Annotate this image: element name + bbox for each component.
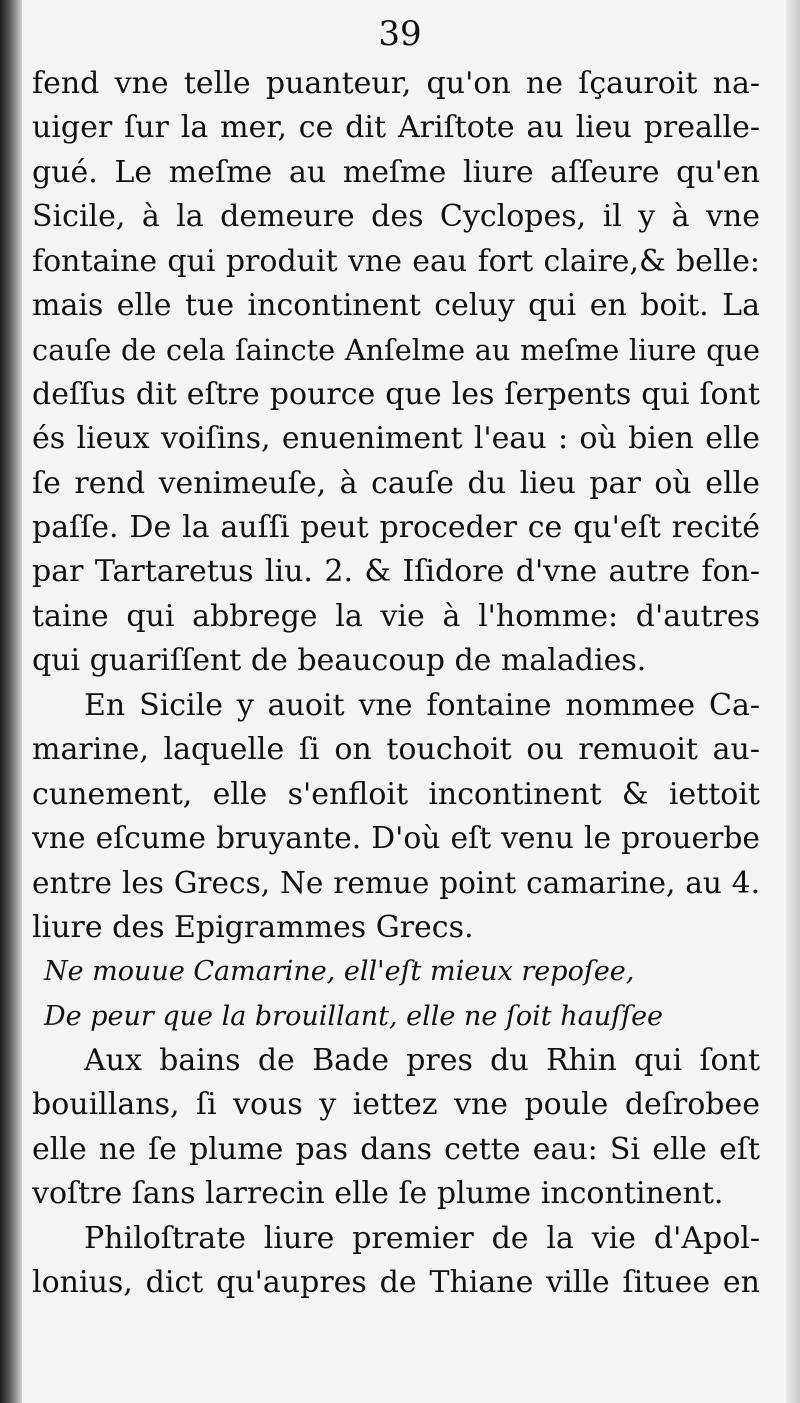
text-line: taine qui abbrege la vie à l'homme: d'autres bbox=[32, 598, 760, 634]
text-line: fend vne telle puanteur, qu'on ne ſçauroit na- bbox=[32, 66, 760, 101]
text-line: marine, laquelle ſi on touchoit ou remuoit au- bbox=[32, 732, 760, 768]
verse-line: De peur que la brouillant, elle ne ſoit hauſſee bbox=[44, 1000, 664, 1032]
text-line: uiger ſur la mer, ce dit Ariſtote au lieu prealle- bbox=[32, 110, 760, 146]
text-line: entre les Grecs, Ne remue point camarine, au 4. bbox=[32, 866, 760, 901]
text-line: cunement, elle s'enfloit incontinent & iettoit bbox=[32, 776, 760, 812]
page-number: 39 bbox=[378, 14, 422, 54]
text-line: Philoſtrate liure premier de la vie d'Apol- bbox=[84, 1220, 760, 1256]
page-edge bbox=[786, 0, 800, 1403]
text-line: Aux bains de Bade pres du Rhin qui ſont bbox=[84, 1042, 760, 1078]
text-line: voſtre ſans larrecin elle ſe plume incontinent. bbox=[32, 1176, 724, 1212]
text-line: ſe rend venimeuſe, à cauſe du lieu par où elle bbox=[32, 465, 760, 501]
page-gutter-shadow bbox=[0, 0, 22, 1403]
page-body-text bbox=[32, 62, 760, 1305]
text-line: paſſe. De la auſſi peut proceder ce qu'eſt recité bbox=[32, 510, 760, 546]
text-line: fontaine qui produit vne eau fort claire,& belle: bbox=[32, 243, 760, 279]
text-line: liure des Epigrammes Grecs. bbox=[32, 909, 474, 945]
text-line: par Tartaretus liu. 2. & Iſidore d'vne autre fon- bbox=[32, 554, 760, 590]
text-line: Sicile, à la demeure des Cyclopes, il y à vne bbox=[32, 199, 760, 235]
text-line: bouillans, ſi vous y iettez vne poule deſrobee bbox=[32, 1087, 760, 1123]
verse-line: Ne mouue Camarine, ell'eſt mieux repoſee, bbox=[44, 956, 635, 988]
text-line: qui guariſſent de beaucoup de maladies. bbox=[32, 643, 647, 679]
text-line: mais elle tue incontinent celuy qui en boit. La bbox=[32, 288, 760, 324]
text-line: elle ne ſe plume pas dans cette eau: Si elle eſt bbox=[32, 1131, 760, 1167]
text-line: és lieux voiſins, enueniment l'eau : où bien elle bbox=[32, 421, 760, 457]
text-line: vne eſcume bruyante. D'où eſt venu le prouerbe bbox=[32, 820, 760, 856]
text-line: deſſus dit eſtre pource que les ſerpents qui ſont bbox=[32, 376, 760, 412]
text-line: gué. Le meſme au meſme liure aſſeure qu'en bbox=[32, 154, 760, 190]
text-line: cauſe de cela ſaincte Anſelme au meſme liure que bbox=[32, 333, 760, 368]
text-line: En Sicile y auoit vne fontaine nommee Ca- bbox=[84, 687, 760, 723]
text-line: lonius, dict qu'aupres de Thiane ville ſituee en bbox=[32, 1264, 760, 1300]
